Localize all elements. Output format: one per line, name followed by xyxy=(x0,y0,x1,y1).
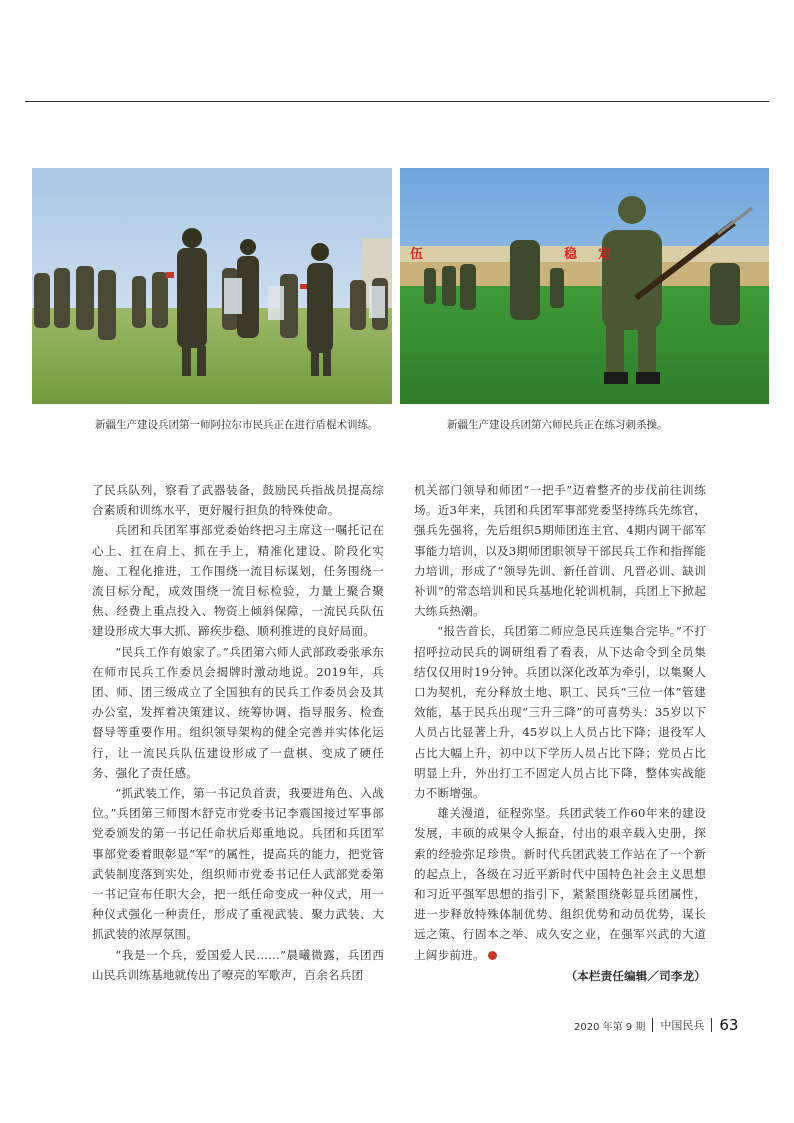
article-paragraph-text: 雄关漫道，征程弥坚。兵团武装工作60年来的建设发展，丰硕的成果令人振奋，付出的艰辛载入史册，探索的经验弥足珍贵。新时代兵团武装工作站在了一个新的起点上，各级在习近平新时代中国特色社会主义思想和习近平强军思想的指引下，紧紧围绕彰显兵团属性，进一步释放特殊体制优势、组织优势和动员优势，谋长远之策、行固本之举、成久安之业，在强军兴武的大道上阔步前进。 xyxy=(414,806,706,962)
photo-2-illustration xyxy=(400,168,769,404)
article-paragraph: “抓武装工作，第一书记负首责，我要进角色、入战位。”兵团第三师图木舒克市党委书记李震国接过军事部党委颁发的第一书记任命状后郑重地说。兵团和兵团军事部党委着眼彰显“军”的属性，提高兵的能力，把党管武装制度落到实处，组织师市党委书记任人武部党委第一书记宣布任职大会，把一纸任命变成一种仪式，用一种仪式强化一种责任，形成了重视武装、聚力武装、大抓武装的浓厚氛围。 xyxy=(92,786,384,942)
banner-char: 定 xyxy=(598,247,612,262)
banner-char: 伍 xyxy=(410,247,424,262)
editor-credit: （本栏责任编辑／司李龙） xyxy=(565,968,706,983)
article-paragraph: 了民兵队列，察看了武器装备，鼓励民兵指战员提高综合素质和训练水平，更好履行担负的特殊使命。 xyxy=(92,483,384,518)
page-number: 63 xyxy=(719,1016,739,1034)
article-paragraph: “报告首长，兵团第二师应急民兵连集合完毕。”不打招呼拉动民兵的调研组看了看表，从下达命令到全员集结仅仅用时19分钟。兵团以深化改革为牵引，以集聚人口为契机，充分释放土地、职工、民兵“三位一体”管建效能，基于民兵出现“三升三降”的可喜势头：35岁以下人员占比显著上升，45岁以上人员占比下降；退役军人占比大幅上升，初中以下学历人员占比下降；党员占比明显上升，外出打工不固定人员占比下降，整体实战能力不断增强。 xyxy=(414,624,706,801)
article-paragraph-last xyxy=(414,803,706,965)
end-mark-icon xyxy=(488,951,497,960)
banner-char: 稳 xyxy=(564,247,578,262)
photo-shield-baton-training xyxy=(32,168,392,404)
page-footer xyxy=(574,1015,738,1035)
article-column-left xyxy=(92,480,384,985)
article-paragraph: “民兵工作有娘家了。”兵团第六师人武部政委张承东在师市民兵工作委员会揭牌时激动地说。2019年，兵团、师、团三级成立了全国独有的民兵工作委员会及其办公室，发挥着决策建议、统筹协调、指导服务、检查督导等重要作用。组织领导架构的健全完善并实体化运行，让一流民兵队伍建设形成了一盘棋、变成了硬任务、强化了责任感。 xyxy=(92,644,384,780)
article-paragraph: 兵团和兵团军事部党委始终把习主席这一嘱托记在心上、扛在肩上、抓在手上，精准化建设、阶段化实施、工程化推进，工作围绕一流目标谋划，任务围绕一流目标分配，成效围绕一流目标检验，力量上聚合聚焦、经费上重点投入、物资上倾斜保障，一流民兵队伍建设形成大事大抓、蹄疾步稳、顺利推进的良好局面。 xyxy=(92,523,384,639)
footer-divider xyxy=(652,1018,653,1032)
issue-label: 2020 年第 9 期 xyxy=(574,1021,646,1033)
photo-caption: 新疆生产建设兵团第一师阿拉尔市民兵正在进行盾棍术训练。 xyxy=(95,419,379,431)
footer-divider xyxy=(711,1018,712,1032)
magazine-name: 中国民兵 xyxy=(660,1019,705,1032)
photo-caption: 新疆生产建设兵团第六师民兵正在练习刺杀操。 xyxy=(447,419,668,431)
article-paragraph: 机关部门领导和师团“一把手”迈着整齐的步伐前往训练场。近3年来，兵团和兵团军事部党委坚持练兵先练官，强兵先强将，先后组织5期师团连主官、4期内调干部军事能力培训，以及3期师团职领导干部民兵工作和指挥能力培训，形成了“领导先训、新任首训、凡晋必训、缺训补训”的常态培训和民兵基地化轮训机制，兵团上下掀起大练兵热潮。 xyxy=(414,483,706,619)
header-rule xyxy=(25,101,769,102)
article-column-right xyxy=(414,480,706,986)
article-paragraph: “我是一个兵，爱国爱人民……”晨曦微露，兵团西山民兵训练基地就传出了嘹亮的军歌声，百余名兵团 xyxy=(92,947,384,982)
photo-bayonet-drill xyxy=(400,168,769,404)
photo-1-illustration xyxy=(32,168,392,404)
